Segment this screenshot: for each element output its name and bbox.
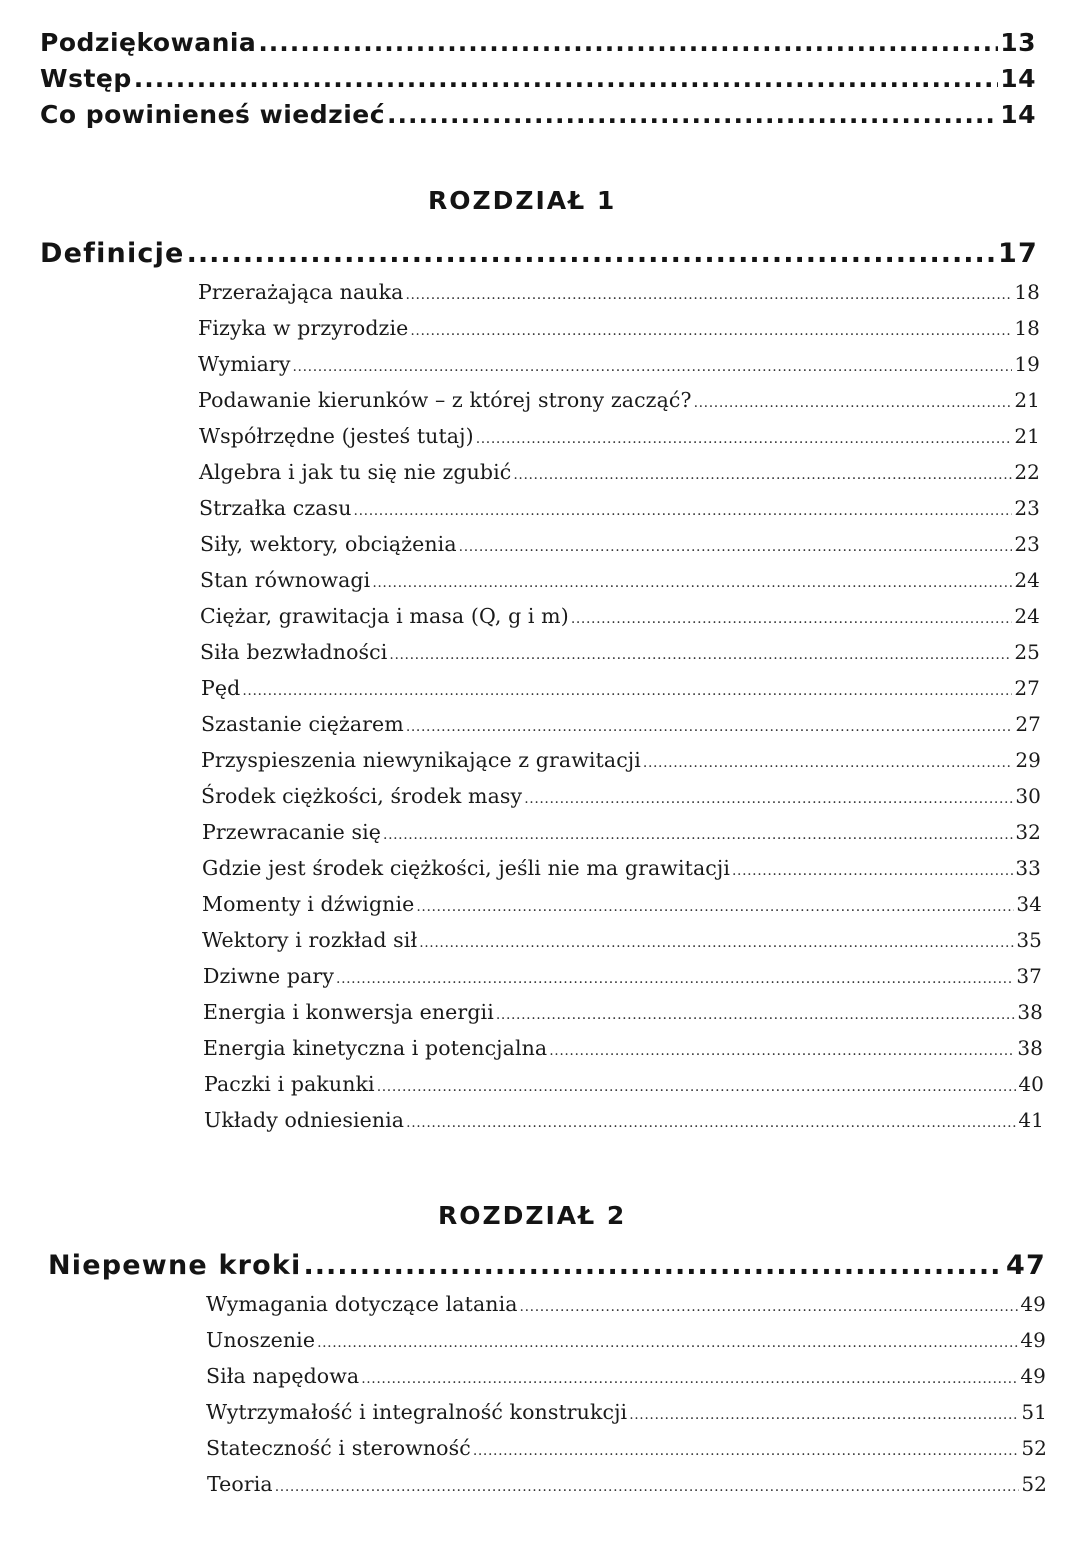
toc-entry-page: 30 (1015, 784, 1041, 808)
toc-entry-title: Co powinieneś wiedzieć (40, 100, 386, 129)
toc-section-entry[interactable] (200, 604, 1040, 628)
dot-leader (293, 359, 1013, 375)
toc-section-entry[interactable] (199, 424, 1040, 448)
toc-section-entry[interactable] (206, 1364, 1046, 1388)
toc-entry-page: 34 (1016, 892, 1042, 916)
dot-leader (336, 971, 1014, 987)
toc-entry-page: 14 (1000, 100, 1036, 129)
toc-section-entry[interactable] (202, 856, 1041, 880)
toc-entry-page: 24 (1014, 604, 1040, 628)
dot-leader (549, 1043, 1015, 1059)
toc-entry-page: 23 (1014, 496, 1040, 520)
toc-entry-page: 49 (1020, 1328, 1046, 1352)
toc-entry-page: 52 (1021, 1436, 1047, 1460)
toc-entry-page: 25 (1014, 640, 1040, 664)
toc-entry-title: Wstęp (40, 64, 132, 93)
toc-entry-title: Definicje (40, 238, 185, 269)
toc-entry-title: Przewracanie się (202, 820, 382, 844)
dot-leader (694, 395, 1013, 411)
toc-entry-page: 52 (1021, 1472, 1047, 1496)
toc-section-entry[interactable] (202, 928, 1042, 952)
toc-section-entry[interactable] (198, 280, 1040, 304)
toc-entry-prerequisites[interactable] (40, 100, 1036, 129)
toc-entry-title: Strzałka czasu (199, 496, 352, 520)
toc-entry-title: Środek ciężkości, środek masy (201, 784, 523, 808)
dot-leader (416, 899, 1014, 915)
toc-entry-page: 41 (1018, 1108, 1044, 1132)
dot-leader (524, 791, 1013, 807)
dot-leader (406, 1115, 1016, 1131)
dot-leader (732, 863, 1013, 879)
toc-section-entry[interactable] (200, 568, 1040, 592)
toc-entry-title: Wymiary (198, 352, 291, 376)
toc-entry-title: Szastanie ciężarem (201, 712, 404, 736)
toc-section-entry[interactable] (202, 892, 1042, 916)
toc-section-entry[interactable] (200, 532, 1040, 556)
toc-section-entry[interactable] (203, 964, 1042, 988)
toc-section-entry[interactable] (198, 388, 1040, 412)
dot-leader (389, 647, 1012, 663)
toc-entry-page: 33 (1015, 856, 1041, 880)
toc-entry-page: 37 (1016, 964, 1042, 988)
toc-entry-page: 40 (1018, 1072, 1044, 1096)
toc-entry-title: Siła bezwładności (200, 640, 388, 664)
chapter-1-heading: ROZDZIAŁ 1 (428, 186, 617, 215)
dot-leader (134, 64, 998, 93)
toc-entry-title: Energia kinetyczna i potencjalna (203, 1036, 548, 1060)
toc-entry-page: 49 (1020, 1292, 1046, 1316)
dot-leader (629, 1407, 1019, 1423)
toc-entry-page: 49 (1020, 1364, 1046, 1388)
toc-entry-title: Wymagania dotyczące latania (206, 1292, 518, 1316)
toc-entry-page: 18 (1014, 280, 1040, 304)
toc-entry-title: Dziwne pary (203, 964, 335, 988)
toc-entry-title: Fizyka w przyrodzie (198, 316, 409, 340)
dot-leader (242, 683, 1012, 699)
dot-leader (496, 1007, 1015, 1023)
toc-section-entry[interactable] (204, 1072, 1044, 1096)
toc-entry-page: 21 (1014, 388, 1040, 412)
toc-entry-title: Przyspieszenia niewynikające z grawitacji (201, 748, 641, 772)
toc-entry-title: Siła napędowa (206, 1364, 360, 1388)
dot-leader (406, 719, 1014, 735)
dot-leader (459, 539, 1013, 555)
toc-entry-page: 24 (1014, 568, 1040, 592)
toc-entry-page: 32 (1015, 820, 1041, 844)
toc-entry-title: Przerażająca nauka (198, 280, 404, 304)
toc-section-entry[interactable] (201, 712, 1041, 736)
toc-entry-page: 51 (1021, 1400, 1047, 1424)
chapter-2-title-entry[interactable] (48, 1250, 1046, 1281)
dot-leader (419, 935, 1014, 951)
toc-entry-title: Wytrzymałość i integralność konstrukcji (206, 1400, 628, 1424)
dot-leader (383, 827, 1013, 843)
toc-entry-page: 38 (1017, 1000, 1043, 1024)
dot-leader (372, 575, 1012, 591)
dot-leader (571, 611, 1013, 627)
dot-leader (354, 503, 1013, 519)
toc-entry-page: 22 (1014, 460, 1040, 484)
toc-section-entry[interactable] (207, 1472, 1047, 1496)
toc-entry-title: Unoszenie (206, 1328, 316, 1352)
toc-entry-introduction[interactable] (40, 64, 1036, 93)
toc-entry-page: 19 (1014, 352, 1040, 376)
toc-entry-title: Niepewne kroki (48, 1250, 302, 1281)
toc-section-entry[interactable] (198, 352, 1040, 376)
toc-entry-page: 29 (1015, 748, 1041, 772)
toc-section-entry[interactable] (206, 1328, 1046, 1352)
toc-section-entry[interactable] (201, 676, 1040, 700)
toc-section-entry[interactable] (201, 748, 1041, 772)
dot-leader (405, 287, 1012, 303)
toc-entry-acknowledgements[interactable] (40, 28, 1036, 57)
toc-section-entry[interactable] (198, 316, 1040, 340)
dot-leader (513, 467, 1012, 483)
toc-section-entry[interactable] (206, 1292, 1046, 1316)
toc-entry-page: 17 (998, 238, 1038, 269)
chapter-1-title-entry[interactable] (40, 238, 1038, 269)
toc-section-entry[interactable] (206, 1400, 1047, 1424)
toc-entry-title: Podawanie kierunków – z której strony zacząć? (198, 388, 692, 412)
toc-entry-title: Pęd (201, 676, 241, 700)
toc-section-entry[interactable] (204, 1108, 1044, 1132)
dot-leader (258, 28, 998, 57)
dot-leader (410, 323, 1012, 339)
dot-leader (387, 100, 998, 129)
dot-leader (520, 1299, 1019, 1315)
dot-leader (473, 1443, 1020, 1459)
toc-entry-page: 27 (1014, 676, 1040, 700)
toc-section-entry[interactable] (206, 1436, 1047, 1460)
toc-entry-title: Teoria (207, 1472, 273, 1496)
toc-section-entry[interactable] (202, 820, 1041, 844)
toc-entry-title: Współrzędne (jesteś tutaj) (199, 424, 474, 448)
dot-leader (187, 238, 996, 269)
toc-entry-title: Gdzie jest środek ciężkości, jeśli nie ma grawitacji (202, 856, 730, 880)
dot-leader (476, 431, 1013, 447)
toc-entry-title: Ciężar, grawitacja i masa (Q, g i m) (200, 604, 569, 628)
dot-leader (643, 755, 1013, 771)
toc-section-entry[interactable] (201, 784, 1041, 808)
toc-entry-page: 27 (1015, 712, 1041, 736)
toc-entry-title: Momenty i dźwignie (202, 892, 415, 916)
dot-leader (275, 1479, 1020, 1495)
toc-entry-title: Układy odniesienia (204, 1108, 405, 1132)
dot-leader (361, 1371, 1018, 1387)
toc-entry-title: Algebra i jak tu się nie zgubić (199, 460, 512, 484)
dot-leader (377, 1079, 1017, 1095)
toc-section-entry[interactable] (200, 640, 1040, 664)
toc-entry-title: Energia i konwersja energii (203, 1000, 494, 1024)
toc-entry-title: Wektory i rozkład sił (202, 928, 418, 952)
toc-entry-title: Siły, wektory, obciążenia (200, 532, 457, 556)
toc-entry-page: 35 (1016, 928, 1042, 952)
toc-entry-title: Paczki i pakunki (204, 1072, 375, 1096)
toc-section-entry[interactable] (199, 496, 1040, 520)
toc-section-entry[interactable] (203, 1000, 1043, 1024)
dot-leader (317, 1335, 1018, 1351)
chapter-2-heading: ROZDZIAŁ 2 (438, 1201, 627, 1230)
toc-entry-page: 38 (1017, 1036, 1043, 1060)
toc-section-entry[interactable] (199, 460, 1040, 484)
toc-entry-page: 18 (1014, 316, 1040, 340)
toc-entry-title: Stan równowagi (200, 568, 371, 592)
toc-entry-page: 47 (1006, 1250, 1046, 1281)
dot-leader (304, 1250, 1005, 1281)
toc-entry-page: 14 (1000, 64, 1036, 93)
toc-entry-title: Podziękowania (40, 28, 257, 57)
toc-entry-page: 13 (1000, 28, 1036, 57)
toc-section-entry[interactable] (203, 1036, 1043, 1060)
toc-entry-page: 23 (1014, 532, 1040, 556)
toc-entry-title: Stateczność i sterowność (206, 1436, 471, 1460)
toc-entry-page: 21 (1014, 424, 1040, 448)
